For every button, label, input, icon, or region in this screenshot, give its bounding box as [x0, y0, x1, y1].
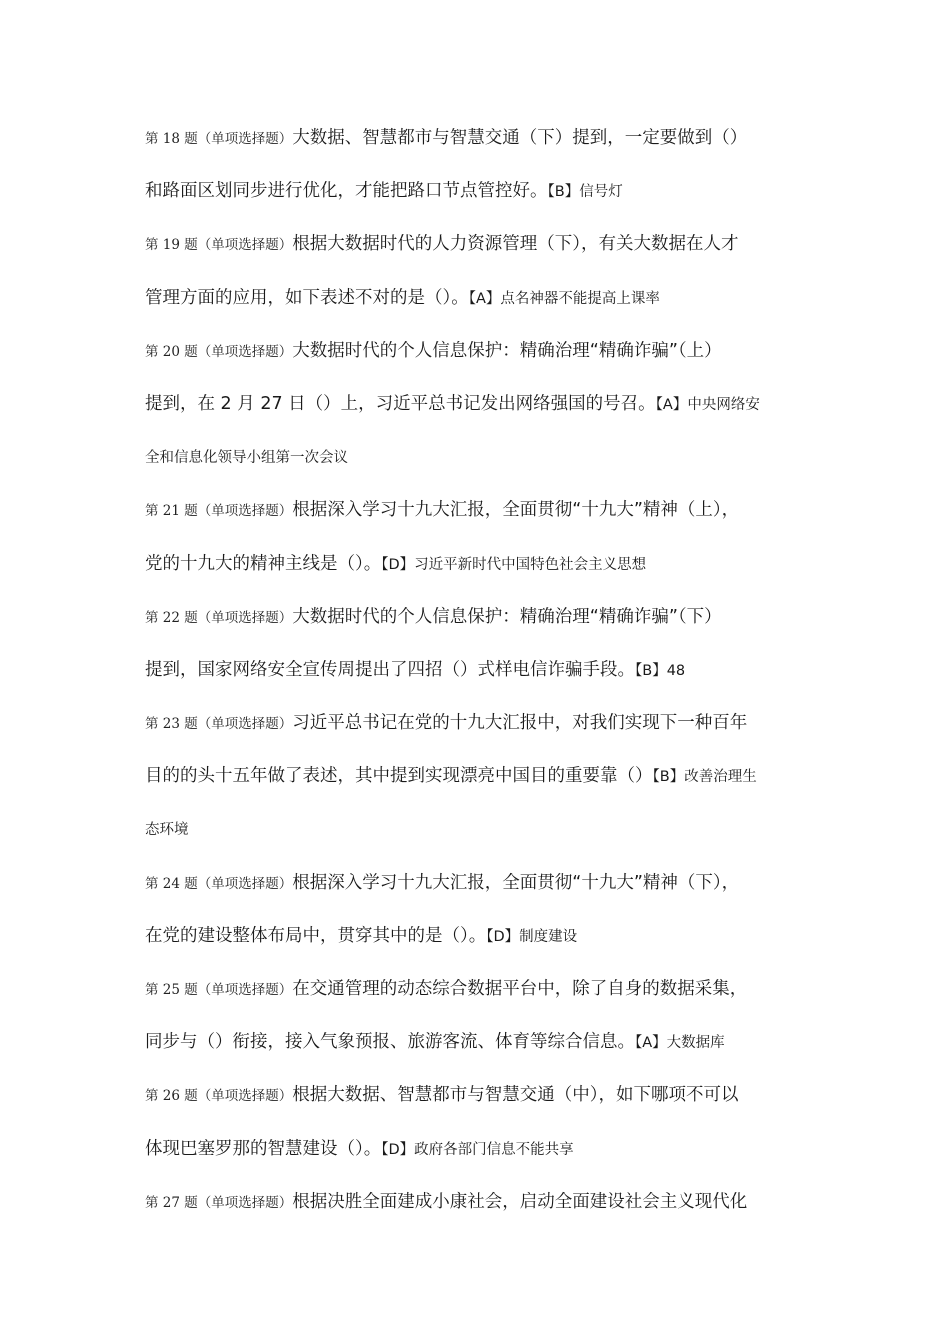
answer-text: 【D】制度建设 [486, 928, 578, 945]
text-line [145, 492, 815, 545]
question-text: 根据深入学习十九大汇报，全面贯彻“十九大”精神（下）， [292, 872, 740, 893]
question-text: 根据深入学习十九大汇报，全面贯彻“十九大”精神（上）， [292, 500, 740, 521]
question-number: 第 25 题（单项选择题） [145, 982, 293, 998]
text-line [145, 652, 815, 705]
question-text: 党的十九大的精神主线是（）。 [145, 553, 382, 574]
question-text: 体现巴塞罗那的智慧建设（）。 [145, 1138, 382, 1159]
text-line [145, 758, 815, 811]
text-line [145, 333, 815, 386]
question-text: 提到，在 2 月 27 日（）上，习近平总书记发出网络强国的号召。 [145, 393, 656, 414]
text-line [145, 1024, 815, 1077]
question-text: 目的的头十五年做了表述，其中提到实现漂亮中国目的重要靠（） [145, 766, 653, 787]
question-text: 根据大数据、智慧都市与智慧交通（中），如下哪项不可以 [292, 1085, 739, 1106]
text-line [145, 280, 815, 333]
question-text: 根据决胜全面建成小康社会，启动全面建设社会主义现代化 [292, 1191, 748, 1212]
question-number: 第 26 题（单项选择题） [145, 1088, 293, 1105]
question-text: 同步与（）衔接，接入气象预报、旅游客流、体育等综合信息。 [145, 1032, 635, 1053]
question-text: 在党的建设整体布局中，贯穿其中的是（）。 [145, 925, 487, 946]
answer-text: 【A】点名神器不能提高上课率 [468, 290, 660, 307]
question-number: 第 24 题（单项选择题） [145, 875, 293, 892]
text-line [145, 971, 815, 1024]
text-line [145, 439, 815, 492]
question-text: 习近平总书记在党的十九大汇报中，对我们实现下一种百年 [292, 713, 748, 734]
text-line [145, 226, 815, 279]
question-number: 第 22 题（单项选择题） [145, 609, 293, 626]
question-text: 大数据时代的个人信息保护：精确治理“精确诈骗”（上） [292, 340, 722, 361]
question-number: 第 18 题（单项选择题） [145, 131, 293, 147]
question-list [145, 120, 815, 1237]
question-text: 大数据、智慧都市与智慧交通（下）提到，一定要做到（） [292, 128, 748, 148]
question-text: 和路面区划同步进行优化，才能把路口节点管控好。 [145, 181, 548, 202]
text-line [145, 546, 815, 599]
text-line [145, 1131, 815, 1184]
text-line [145, 705, 815, 758]
text-line [145, 1077, 815, 1130]
answer-text: 【B】信号灯 [547, 184, 623, 201]
question-number: 第 20 题（单项选择题） [145, 343, 293, 360]
question-text: 大数据时代的个人信息保护：精确治理“精确诈骗”（下） [292, 606, 722, 627]
answer-text: 全和信息化领导小组第一次会议 [145, 450, 348, 467]
answer-text: 【D】习近平新时代中国特色社会主义思想 [381, 556, 647, 573]
question-text: 管理方面的应用，如下表述不对的是（）。 [145, 287, 469, 308]
question-number: 第 21 题（单项选择题） [145, 503, 293, 520]
text-line [145, 386, 815, 439]
answer-text: 【B】改善治理生 [652, 769, 757, 786]
answer-text: 【A】中央网络安 [655, 396, 760, 413]
answer-text: 态环境 [145, 822, 189, 839]
answer-text: 【B】48 [635, 662, 686, 679]
text-line [145, 173, 815, 226]
text-line [145, 918, 815, 971]
question-text: 在交通管理的动态综合数据平台中，除了自身的数据采集， [292, 979, 748, 999]
answer-text: 【D】政府各部门信息不能共享 [381, 1141, 574, 1158]
text-line [145, 120, 815, 173]
question-number: 第 27 题（单项选择题） [145, 1194, 293, 1211]
text-line [145, 865, 815, 918]
text-line [145, 599, 815, 652]
text-line [145, 1184, 815, 1237]
question-number: 第 19 题（单项选择题） [145, 237, 293, 254]
question-number: 第 23 题（单项选择题） [145, 716, 293, 733]
question-text: 根据大数据时代的人力资源管理（下），有关大数据在人才 [292, 234, 739, 255]
answer-text: 【A】大数据库 [635, 1035, 725, 1052]
question-text: 提到，国家网络安全宣传周提出了四招（）式样电信诈骗手段。 [145, 659, 635, 680]
text-line [145, 811, 815, 864]
